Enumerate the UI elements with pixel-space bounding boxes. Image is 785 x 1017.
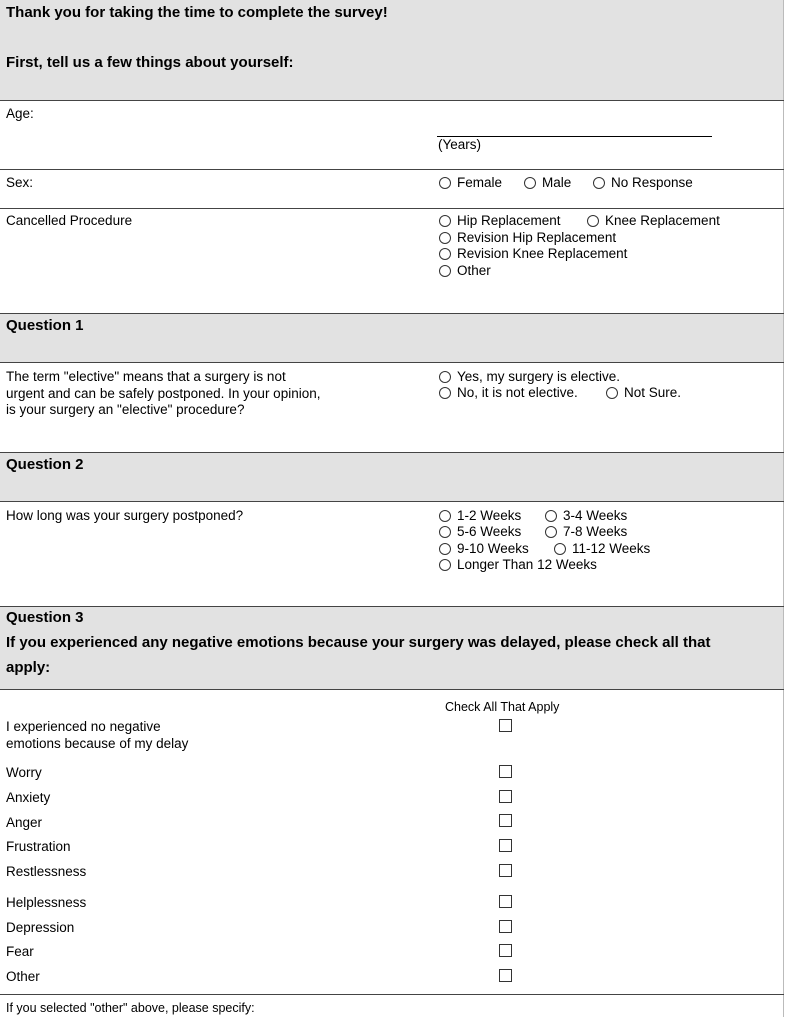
emotion-label-worry: Worry bbox=[6, 765, 42, 780]
question-2-text: How long was your surgery postponed? bbox=[6, 508, 244, 523]
intro-about: First, tell us a few things about yourself: bbox=[6, 54, 294, 71]
q1-option-no[interactable]: No, it is not elective. bbox=[439, 385, 578, 402]
checkbox-restlessness[interactable] bbox=[499, 864, 512, 877]
question-2-title: Question 2 bbox=[6, 456, 84, 473]
divider bbox=[0, 994, 784, 995]
divider bbox=[0, 208, 784, 209]
question-1-text-line: is your surgery an "elective" procedure? bbox=[6, 402, 245, 417]
procedure-option-revision-hip[interactable]: Revision Hip Replacement bbox=[439, 230, 616, 247]
checkbox-anger[interactable] bbox=[499, 814, 512, 827]
divider bbox=[0, 100, 784, 101]
q2-option-3-4[interactable]: 3-4 Weeks bbox=[545, 508, 627, 525]
checkbox-anxiety[interactable] bbox=[499, 790, 512, 803]
procedure-option-revision-knee[interactable]: Revision Knee Replacement bbox=[439, 246, 627, 263]
question-1-title: Question 1 bbox=[6, 317, 84, 334]
radio-icon bbox=[439, 232, 451, 244]
emotion-label-restlessness: Restlessness bbox=[6, 864, 87, 879]
q1-option-not-sure[interactable]: Not Sure. bbox=[606, 385, 681, 402]
radio-icon bbox=[545, 526, 557, 538]
sex-option-female[interactable]: Female bbox=[439, 175, 502, 192]
radio-icon bbox=[439, 215, 451, 227]
divider bbox=[0, 452, 784, 453]
radio-icon bbox=[606, 387, 618, 399]
right-border bbox=[783, 0, 784, 1017]
q2-option-1-2[interactable]: 1-2 Weeks bbox=[439, 508, 521, 525]
q1-option-yes[interactable]: Yes, my surgery is elective. bbox=[439, 369, 620, 386]
question-2-band bbox=[0, 452, 784, 501]
divider bbox=[0, 313, 784, 314]
check-all-header: Check All That Apply bbox=[445, 700, 560, 714]
emotion-label-none: I experienced no negative emotions because of my delay bbox=[6, 719, 189, 751]
radio-icon bbox=[593, 177, 605, 189]
question-3-prompt-line: If you experienced any negative emotions because your surgery was delayed, please check all that bbox=[6, 634, 711, 651]
checkbox-helplessness[interactable] bbox=[499, 895, 512, 908]
radio-icon bbox=[439, 526, 451, 538]
intro-thanks: Thank you for taking the time to complete the survey! bbox=[6, 4, 388, 21]
radio-icon bbox=[439, 387, 451, 399]
checkbox-depression[interactable] bbox=[499, 920, 512, 933]
question-1-band bbox=[0, 313, 784, 362]
divider bbox=[0, 606, 784, 607]
radio-icon bbox=[439, 248, 451, 260]
age-unit: (Years) bbox=[438, 137, 482, 152]
radio-icon bbox=[439, 559, 451, 571]
emotion-label-depression: Depression bbox=[6, 920, 75, 935]
question-1-text-line: The term "elective" means that a surgery is not bbox=[6, 369, 286, 384]
radio-icon bbox=[439, 371, 451, 383]
emotion-label-anxiety: Anxiety bbox=[6, 790, 51, 805]
emotion-label-fear: Fear bbox=[6, 944, 34, 959]
emotion-label-other: Other bbox=[6, 969, 40, 984]
divider bbox=[0, 501, 784, 502]
question-3-prompt-line: apply: bbox=[6, 659, 51, 676]
procedure-option-hip[interactable]: Hip Replacement bbox=[439, 213, 561, 230]
q2-option-longer[interactable]: Longer Than 12 Weeks bbox=[439, 557, 597, 574]
radio-icon bbox=[587, 215, 599, 227]
question-1-text-line: urgent and can be safely postponed. In your opinion, bbox=[6, 386, 321, 401]
radio-icon bbox=[439, 510, 451, 522]
checkbox-fear[interactable] bbox=[499, 944, 512, 957]
sex-option-male[interactable]: Male bbox=[524, 175, 571, 192]
emotion-label-anger: Anger bbox=[6, 815, 43, 830]
radio-icon bbox=[439, 265, 451, 277]
procedure-label: Cancelled Procedure bbox=[6, 213, 133, 228]
procedure-option-other[interactable]: Other bbox=[439, 263, 491, 280]
q2-option-9-10[interactable]: 9-10 Weeks bbox=[439, 541, 529, 558]
checkbox-other[interactable] bbox=[499, 969, 512, 982]
q2-option-5-6[interactable]: 5-6 Weeks bbox=[439, 524, 521, 541]
checkbox-worry[interactable] bbox=[499, 765, 512, 778]
emotion-label-helplessness: Helplessness bbox=[6, 895, 87, 910]
procedure-option-knee[interactable]: Knee Replacement bbox=[587, 213, 720, 230]
q2-option-7-8[interactable]: 7-8 Weeks bbox=[545, 524, 627, 541]
question-3-title: Question 3 bbox=[6, 609, 84, 626]
checkbox-none[interactable] bbox=[499, 719, 512, 732]
radio-icon bbox=[439, 543, 451, 555]
q2-option-11-12[interactable]: 11-12 Weeks bbox=[554, 541, 650, 558]
radio-icon bbox=[554, 543, 566, 555]
radio-icon bbox=[439, 177, 451, 189]
radio-icon bbox=[524, 177, 536, 189]
sex-option-no-response[interactable]: No Response bbox=[593, 175, 693, 192]
divider bbox=[0, 362, 784, 363]
other-specify-label: If you selected "other" above, please specify: bbox=[6, 1001, 255, 1015]
sex-label: Sex: bbox=[6, 175, 34, 190]
divider bbox=[0, 689, 784, 690]
divider bbox=[0, 169, 784, 170]
radio-icon bbox=[545, 510, 557, 522]
age-label: Age: bbox=[6, 106, 34, 121]
checkbox-frustration[interactable] bbox=[499, 839, 512, 852]
emotion-label-frustration: Frustration bbox=[6, 839, 71, 854]
